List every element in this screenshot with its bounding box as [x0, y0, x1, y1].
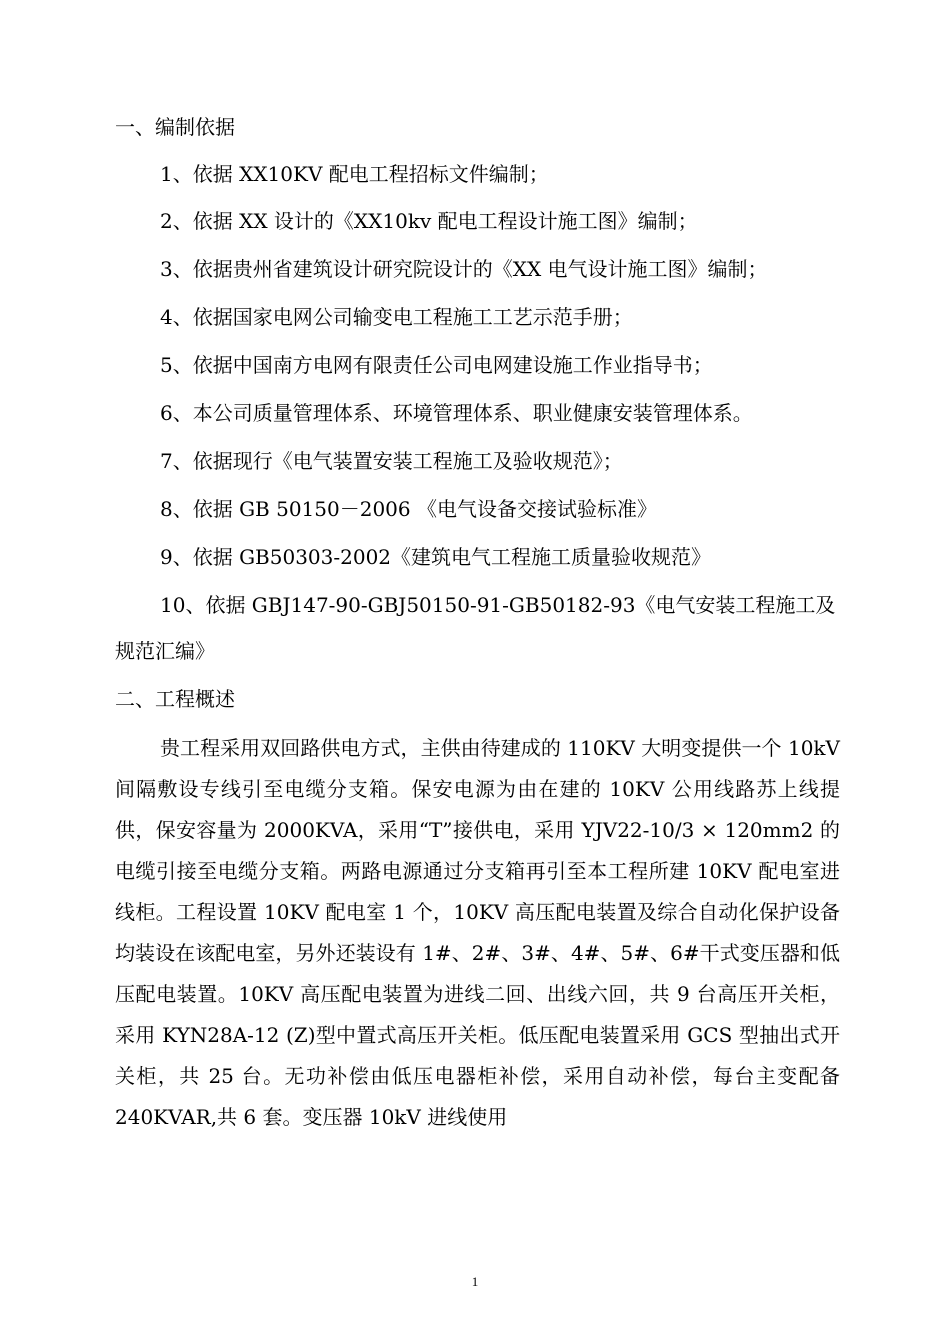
basis-item-8: 8、依据 GB 50150－2006 《电气设备交接试验标准》 [160, 497, 657, 521]
basis-item-6: 6、本公司质量管理体系、环境管理体系、职业健康安装管理体系。 [160, 401, 753, 425]
basis-item-10: 10、依据 GBJ147-90-GBJ50150-91-GB50182-93《电气安装工程施工及 [160, 593, 836, 617]
overview-paragraph: 贵工程采用双回路供电方式，主供由待建成的 110KV 大明变提供一个 10kV 间隔敷设专线引至电缆分支箱。保安电源为由在建的 10KV 公用线路苏上线提供，保安容量为 2000KVA，采用“T”接供电，采用 YJV22-10/3 × 120mm2 的电缆引接至电缆分支箱。两路电源通过分支箱再引至本工程所建 10KV 配电室进线柜。工程设置 10KV 配电室 1 个，10KV 高压配电装置及综合自动化保护设备均装设在该配电室，另外还装设有 1#、2#、3#、4#、5#、6#干式变压器和低压配电装置。10KV 高压配电装置为进线二回、出线六回，共 9 台高压开关柜，采用 KYN28A-12 (Z)型中置式高压开关柜。低压配电装置采用 GCS 型抽出式开关柜，共 25 台。无功补偿由低压电器柜补偿，采用自动补偿，每台主变配备 240KVAR,共 6 套。变压器 10kV 进线使用 [115, 736, 840, 1129]
page-number: 1 [471, 1274, 479, 1289]
basis-item-10-continuation: 规范汇编》 [115, 639, 215, 663]
basis-item-7: 7、依据现行《电气装置安装工程施工及验收规范》； [160, 449, 623, 473]
section-heading-basis: 一、编制依据 [115, 115, 235, 139]
basis-item-2: 2、依据 XX 设计的《XX10kv 配电工程设计施工图》编制； [160, 209, 698, 233]
section-heading-overview: 二、工程概述 [115, 687, 235, 711]
basis-item-1: 1、依据 XX10KV 配电工程招标文件编制； [160, 162, 549, 186]
basis-item-5: 5、依据中国南方电网有限责任公司电网建设施工作业指导书； [160, 353, 713, 377]
basis-item-3: 3、依据贵州省建筑设计研究院设计的《XX 电气设计施工图》编制； [160, 257, 768, 281]
basis-item-9: 9、依据 GB50303-2002《建筑电气工程施工质量验收规范》 [160, 545, 712, 569]
basis-item-4: 4、依据国家电网公司输变电工程施工工艺示范手册； [160, 305, 633, 329]
